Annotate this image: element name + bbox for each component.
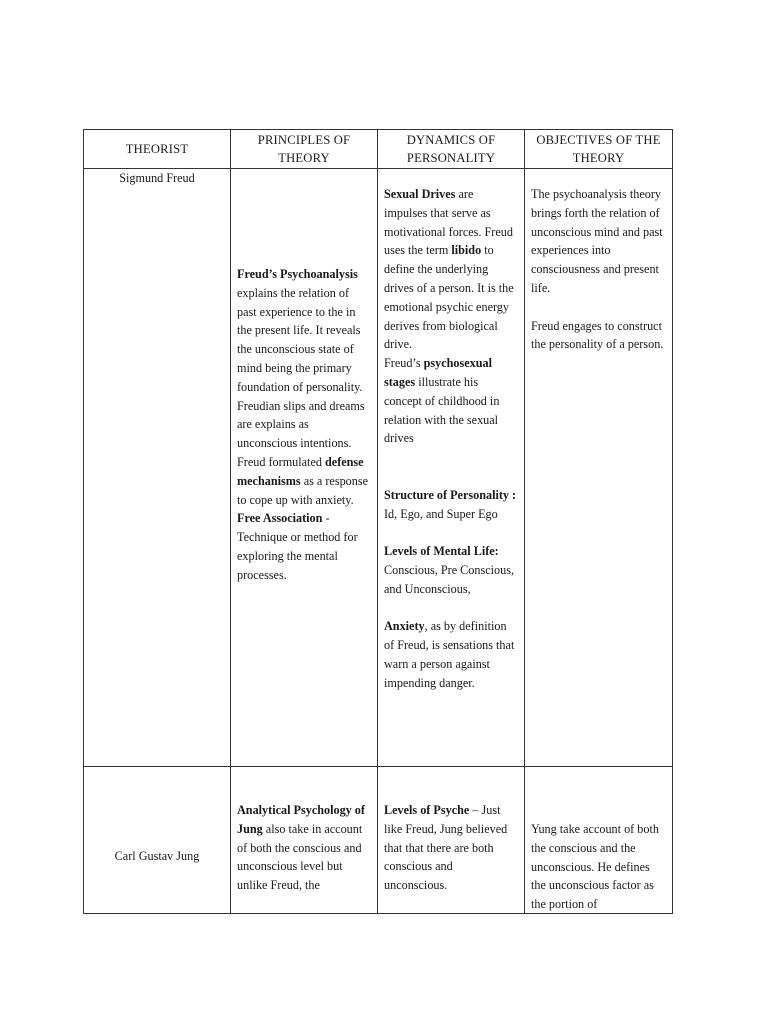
dynamics-freud-para5: Anxiety, as by definition of Freud, is sensations that warn a person against impending danger. bbox=[384, 619, 515, 690]
dynamics-freud bbox=[378, 169, 525, 767]
header-dynamics: DYNAMICS OF PERSONALITY bbox=[378, 130, 525, 169]
dynamics-jung bbox=[378, 767, 525, 914]
header-objectives: OBJECTIVES OF THE THEORY bbox=[525, 130, 673, 169]
dynamics-freud-para3: Structure of Personality : Id, Ego, and Super Ego bbox=[384, 487, 517, 521]
table-row-freud bbox=[84, 169, 673, 767]
principles-jung-para: Analytical Psychology of Jung also take in account of both the conscious and unconscious level but unlike Freud, the bbox=[237, 803, 365, 893]
theorist-jung-label: Carl Gustav Jung bbox=[114, 849, 200, 863]
dynamics-freud-para2: Freud’s psychosexual stages illustrate his concept of childhood in relation with the sexual drives bbox=[384, 356, 500, 446]
principles-freud-para1: Freud’s Psychoanalysis explains the relation of past experience to the in the present life. It reveals the unconscious state of mind being the primary foundation of personality. Freudian slips and dreams are explains as unconscious intentions. bbox=[237, 267, 365, 451]
principles-freud bbox=[231, 169, 378, 767]
objectives-freud-para2: Freud engages to construct the personality of a person. bbox=[531, 318, 664, 352]
objectives-freud bbox=[525, 169, 673, 767]
principles-jung bbox=[231, 767, 378, 914]
objectives-freud-para1: The psychoanalysis theory brings forth the relation of unconscious mind and past experiences into consciousness and present life. bbox=[531, 187, 663, 295]
objectives-jung bbox=[525, 767, 673, 914]
dynamics-jung-para: Levels of Psyche – Just like Freud, Jung believed that that there are both conscious and unconscious. bbox=[384, 803, 508, 893]
principles-freud-para2: Freud formulated defense mechanisms as a response to cope up with anxiety. bbox=[237, 454, 369, 507]
header-principles: PRINCIPLES OF THEORY bbox=[231, 130, 378, 169]
dynamics-freud-para1: Sexual Drives are impulses that serve as motivational forces. Freud uses the term libido to define the underlying drives of a person. It is the emotional psychic energy derives from biological drive. bbox=[384, 187, 514, 352]
table-row-jung bbox=[84, 767, 673, 914]
principles-freud-title: Freud’s Psychoanalysis bbox=[237, 267, 358, 281]
principles-freud-para3: Free Association - Technique or method for exploring the mental processes. bbox=[237, 511, 358, 582]
header-theorist: THEORIST bbox=[84, 130, 231, 169]
dynamics-freud-para4: Levels of Mental Life: Conscious, Pre Conscious, and Unconscious, bbox=[384, 544, 515, 596]
table-header-row bbox=[84, 130, 673, 169]
theories-table bbox=[83, 129, 673, 914]
objectives-jung-para: Yung take account of both the conscious and the unconscious. He defines the unconscious factor as the portion of bbox=[531, 822, 659, 912]
theorist-jung bbox=[84, 767, 231, 914]
theorist-freud: Sigmund Freud bbox=[84, 169, 231, 767]
